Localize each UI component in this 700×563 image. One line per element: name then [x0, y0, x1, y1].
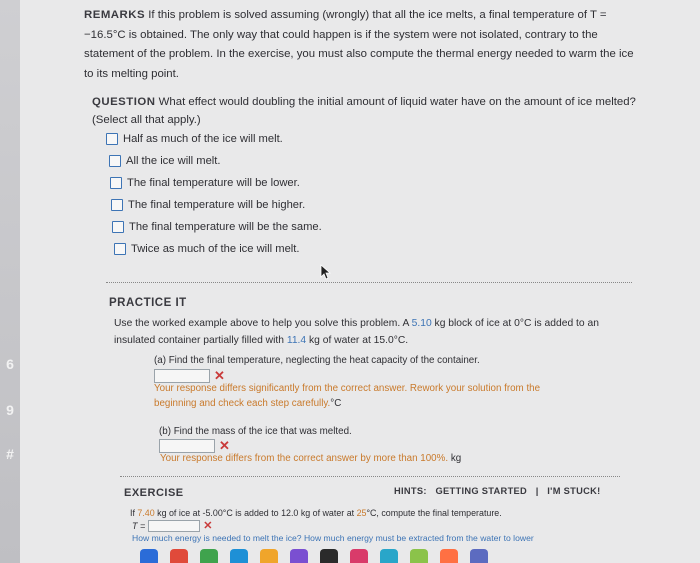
- strip-item-hash: #: [6, 446, 14, 462]
- option-label: All the ice will melt.: [126, 155, 221, 167]
- option-temp-same[interactable]: [112, 218, 322, 236]
- app-dock-icon[interactable]: [320, 549, 338, 563]
- exercise-text: If: [130, 508, 138, 518]
- exercise-answer-row: [132, 520, 212, 532]
- option-temp-lower[interactable]: [110, 174, 300, 192]
- dock-bar: [120, 547, 700, 563]
- question-label: QUESTION: [92, 96, 156, 108]
- strip-item-6: 6: [6, 356, 14, 372]
- feedback-text: Your response differs from the correct answer by more than 100%.: [160, 453, 449, 464]
- intro-text: kg of water at 15.0°C.: [306, 334, 409, 346]
- part-a-label: (a) Find the final temperature, neglecting the heat capacity of the container.: [154, 355, 480, 366]
- part-b-label: (b) Find the mass of the ice that was melted.: [159, 426, 352, 437]
- option-temp-higher[interactable]: [111, 196, 305, 214]
- strip-item-9: 9: [6, 402, 14, 418]
- ice-mass-value: 5.10: [411, 318, 432, 329]
- option-twice-melt[interactable]: [114, 240, 300, 258]
- section-divider: [106, 282, 632, 283]
- app-dock-icon[interactable]: [290, 549, 308, 563]
- question-text: What effect would doubling the initial amount of liquid water have on the amount of ice melted? (Select all that apply.): [92, 96, 636, 126]
- hints-bar: [394, 486, 601, 496]
- part-a-feedback: [154, 381, 584, 411]
- unit-label: °C: [330, 398, 342, 409]
- exercise-title: EXERCISE: [124, 487, 184, 499]
- app-dock-icon[interactable]: [200, 549, 218, 563]
- checkbox[interactable]: [112, 221, 124, 233]
- remarks-label: REMARKS: [84, 9, 146, 21]
- hint-separator: |: [535, 486, 539, 496]
- option-label: The final temperature will be lower.: [127, 177, 300, 189]
- app-dock-icon[interactable]: [380, 549, 398, 563]
- app-dock-icon[interactable]: [350, 549, 368, 563]
- app-dock-icon[interactable]: [230, 549, 248, 563]
- checkbox[interactable]: [114, 243, 126, 255]
- checkbox[interactable]: [106, 133, 118, 145]
- option-half-melt[interactable]: [106, 130, 283, 148]
- intro-text: kg block of ice at 0°C is added to an insulated container partially filled with: [114, 318, 599, 346]
- t-label: T =: [132, 521, 146, 531]
- exercise-water-temp: 25: [356, 508, 367, 518]
- exercise-text: kg of ice at -5.00°C is added to 12.0 kg of water at: [154, 508, 357, 518]
- exercise-followup: How much energy is needed to melt the ice? How much energy must be extracted from the water to lower: [132, 533, 534, 543]
- unit-label: kg: [450, 453, 462, 464]
- checkbox[interactable]: [109, 155, 121, 167]
- exercise-problem: [130, 506, 610, 521]
- mouse-cursor-icon: [320, 264, 332, 280]
- app-dock-icon[interactable]: [440, 549, 458, 563]
- checkbox[interactable]: [110, 177, 122, 189]
- exercise-ice-mass: 7.40: [137, 508, 155, 518]
- left-edge-strip: [0, 0, 20, 563]
- water-mass-value: 11.4: [286, 334, 307, 346]
- problem-page: [20, 0, 700, 563]
- getting-started-link[interactable]: GETTING STARTED: [435, 486, 528, 496]
- practice-intro: [114, 316, 634, 349]
- feedback-text: Your response differs significantly from the correct answer. Rework your solution from the beginning and check each step carefully.: [154, 383, 541, 409]
- incorrect-x-icon: ✕: [219, 438, 230, 453]
- remarks-text: If this problem is solved assuming (wrongly) that all the ice melts, a final temperature of T = −16.5°C is obtained. The only way that could happen is if the system were not isolated, contrary to the statement of the problem. In the exercise, you must also compute the thermal energy needed to warm the ice to its melting point.: [84, 9, 634, 80]
- section-divider: [120, 476, 620, 477]
- app-dock-icon[interactable]: [260, 549, 278, 563]
- checkbox[interactable]: [111, 199, 123, 211]
- option-label: The final temperature will be the same.: [129, 221, 322, 233]
- part-b-feedback: [160, 451, 590, 466]
- exercise-answer-input[interactable]: [148, 520, 200, 532]
- practice-title: PRACTICE IT: [109, 297, 187, 309]
- remarks-section: [84, 6, 644, 84]
- incorrect-x-icon: ✕: [203, 520, 213, 532]
- intro-text: Use the worked example above to help you solve this problem. A: [114, 318, 412, 329]
- app-dock-icon[interactable]: [170, 549, 188, 563]
- option-label: Half as much of the ice will melt.: [123, 133, 283, 145]
- hints-label: HINTS:: [394, 486, 427, 496]
- app-dock-icon[interactable]: [410, 549, 428, 563]
- option-all-melt[interactable]: [109, 152, 221, 170]
- question-section: [92, 93, 652, 129]
- app-dock-icon[interactable]: [140, 549, 158, 563]
- incorrect-x-icon: ✕: [214, 368, 225, 383]
- im-stuck-link[interactable]: I'M STUCK!: [547, 486, 601, 496]
- option-label: The final temperature will be higher.: [128, 199, 306, 211]
- exercise-text: °C, compute the final temperature.: [366, 508, 502, 518]
- option-label: Twice as much of the ice will melt.: [131, 243, 300, 255]
- app-dock-icon[interactable]: [470, 549, 488, 563]
